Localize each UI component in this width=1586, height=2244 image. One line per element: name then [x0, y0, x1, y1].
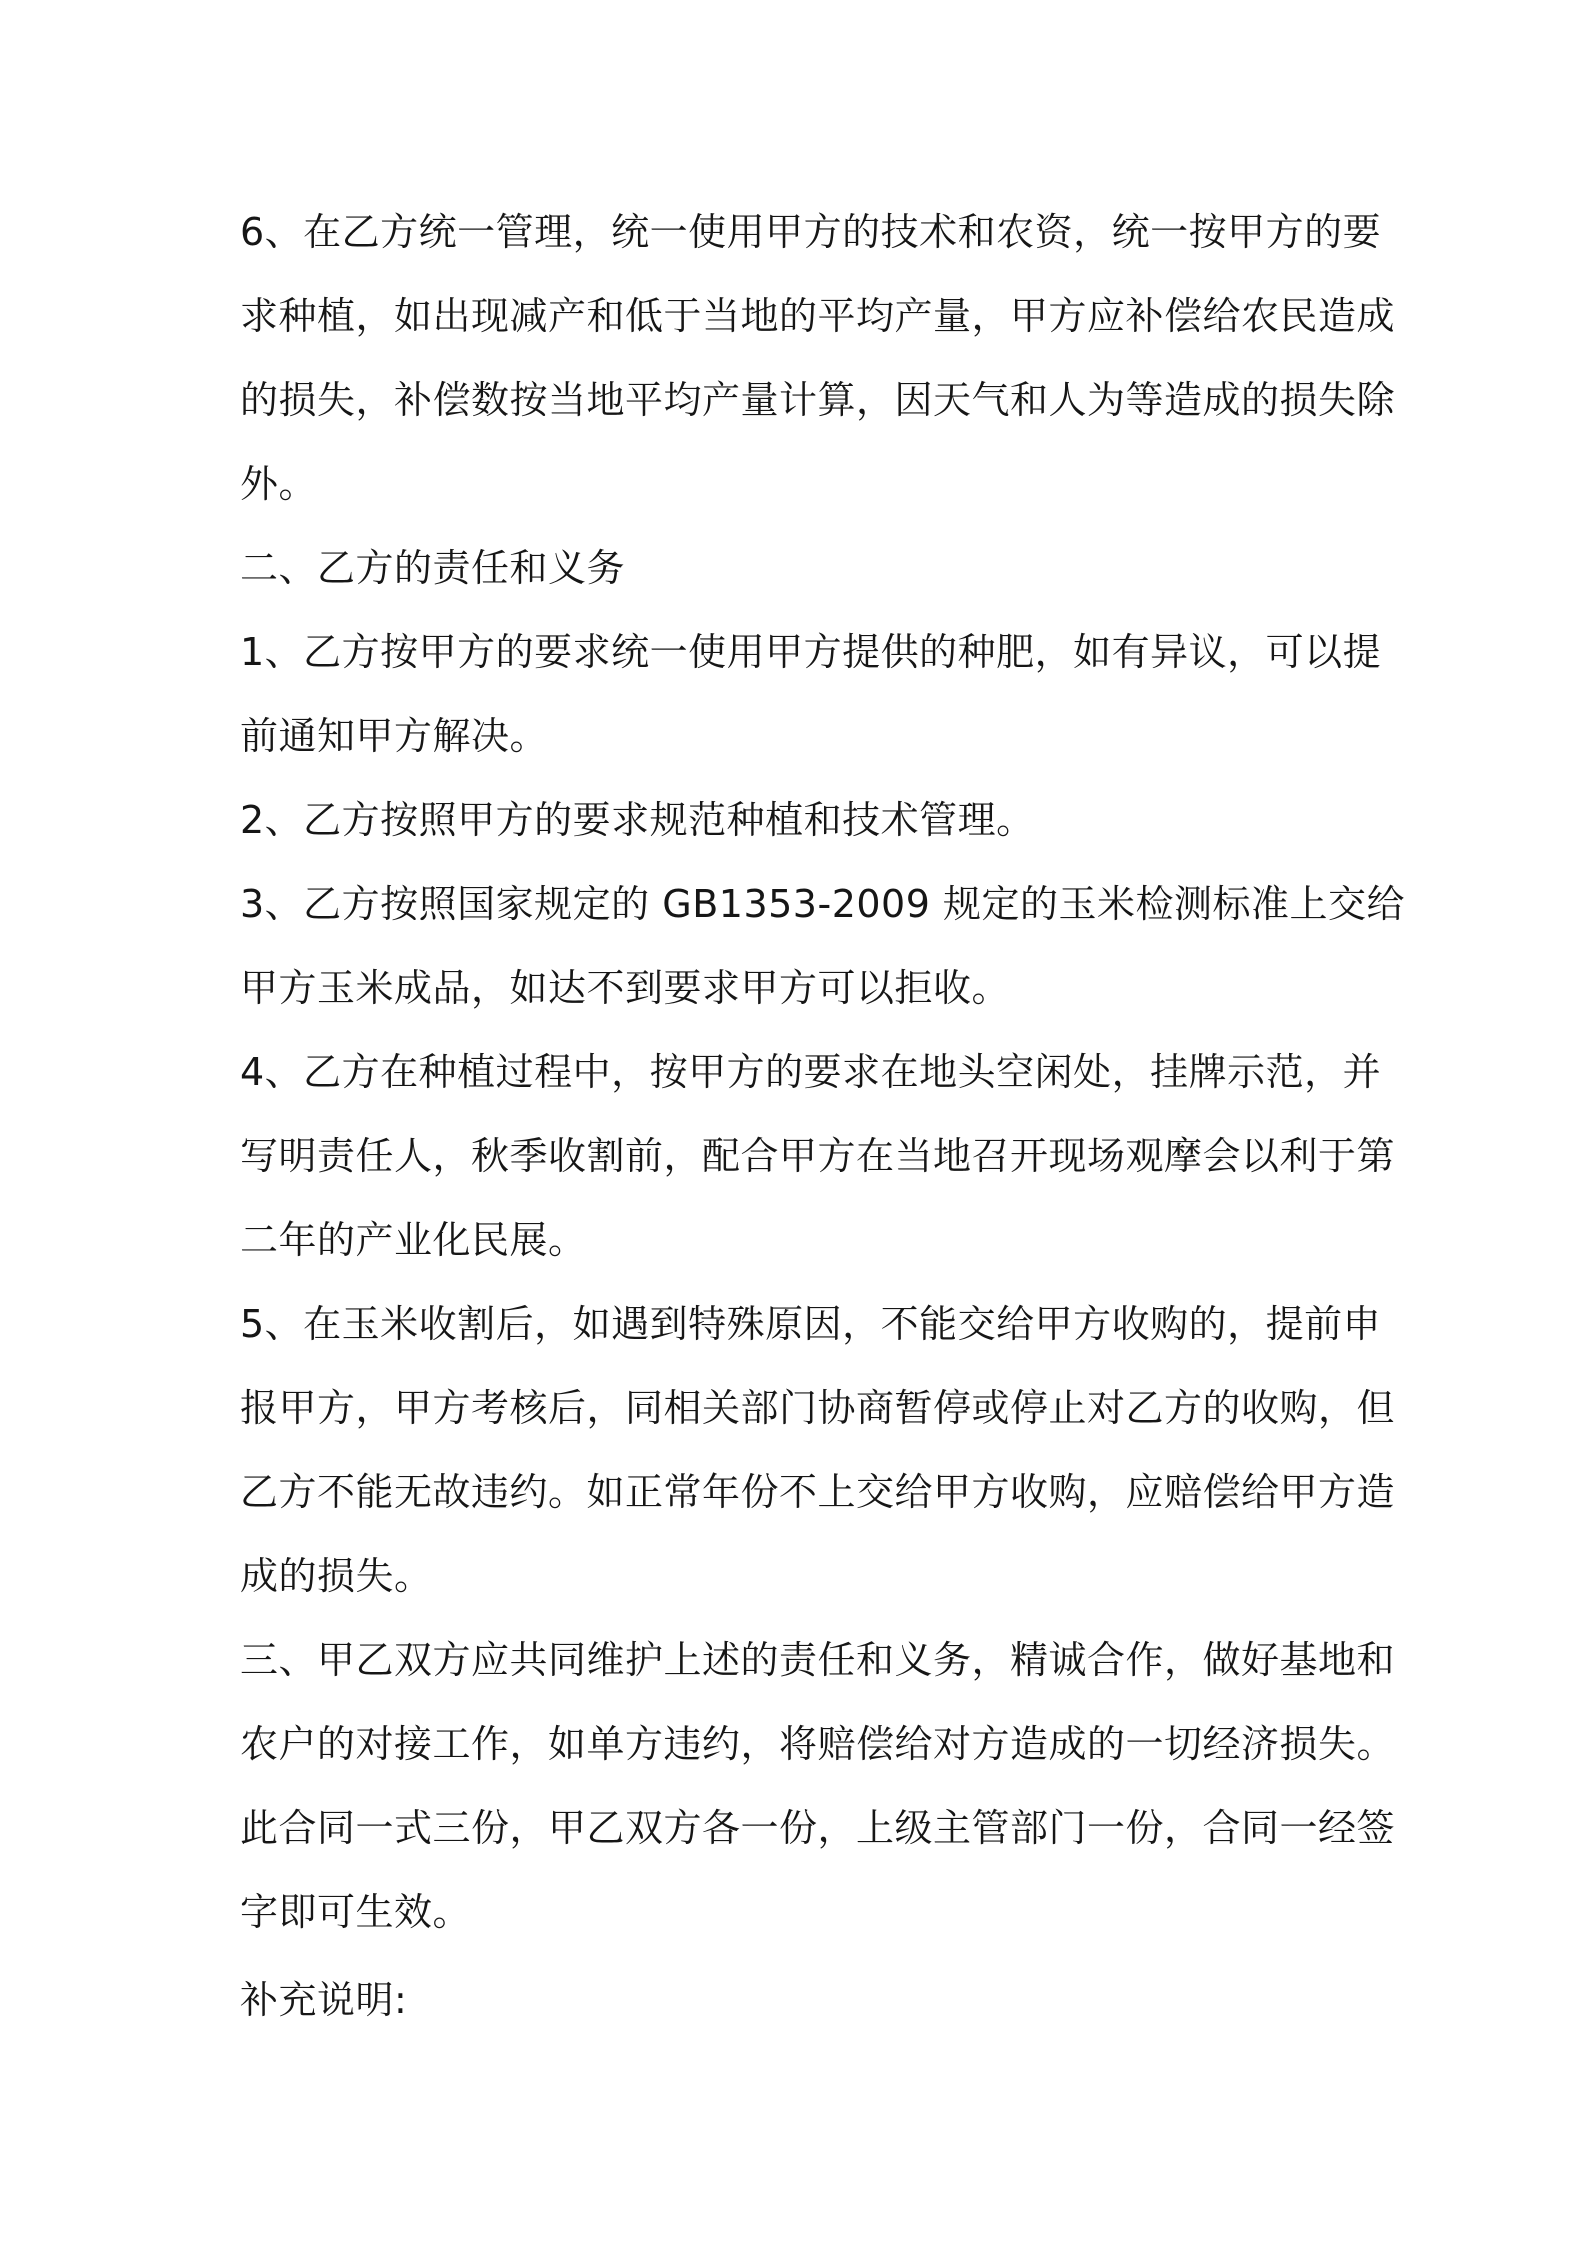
section-heading: 三、甲乙双方应共同维护上述的责任和义务，精诚合作，做好基地和 — [240, 1638, 1396, 1682]
document-page — [240, 190, 1405, 2042]
paragraph-line: 的损失，补偿数按当地平均产量计算，因天气和人为等造成的损失除 — [240, 378, 1396, 422]
paragraph-line: 4、乙方在种植过程中，按甲方的要求在地头空闲处，挂牌示范，并 — [240, 1050, 1382, 1094]
paragraph-line: 5、在玉米收割后，如遇到特殊原因，不能交给甲方收购的，提前申 — [240, 1302, 1382, 1346]
paragraph-line: 二年的产业化民展。 — [240, 1218, 587, 1262]
paragraph-line: 6、在乙方统一管理，统一使用甲方的技术和农资，统一按甲方的要 — [240, 210, 1382, 254]
paragraph-line: 报甲方，甲方考核后，同相关部门协商暂停或停止对乙方的收购，但 — [240, 1386, 1396, 1430]
paragraph-line: 甲方玉米成品，如达不到要求甲方可以拒收。 — [240, 966, 1011, 1010]
paragraph-line: 农户的对接工作，如单方违约，将赔偿给对方造成的一切经济损失。 — [240, 1722, 1396, 1766]
paragraph-line: 乙方不能无故违约。如正常年份不上交给甲方收购，应赔偿给甲方造 — [240, 1470, 1396, 1514]
paragraph-line: 字即可生效。 — [240, 1890, 472, 1934]
paragraph-line: 外。 — [240, 462, 318, 506]
section-heading: 二、乙方的责任和义务 — [240, 546, 626, 590]
supplementary-note-label: 补充说明: — [240, 1978, 408, 2022]
paragraph-line: 求种植，如出现减产和低于当地的平均产量，甲方应补偿给农民造成 — [240, 294, 1396, 338]
paragraph-line: 前通知甲方解决。 — [240, 714, 549, 758]
paragraph-line: 2、乙方按照甲方的要求规范种植和技术管理。 — [240, 798, 1035, 842]
paragraph-line: 写明责任人，秋季收割前，配合甲方在当地召开现场观摩会以利于第 — [240, 1134, 1396, 1178]
paragraph-line: 1、乙方按甲方的要求统一使用甲方提供的种肥，如有异议，可以提 — [240, 630, 1382, 674]
paragraph-line: 成的损失。 — [240, 1554, 433, 1598]
paragraph-line: 此合同一式三份，甲乙双方各一份，上级主管部门一份，合同一经签 — [240, 1806, 1396, 1850]
paragraph-line: 3、乙方按照国家规定的 GB1353-2009 规定的玉米检测标准上交给 — [240, 882, 1405, 926]
